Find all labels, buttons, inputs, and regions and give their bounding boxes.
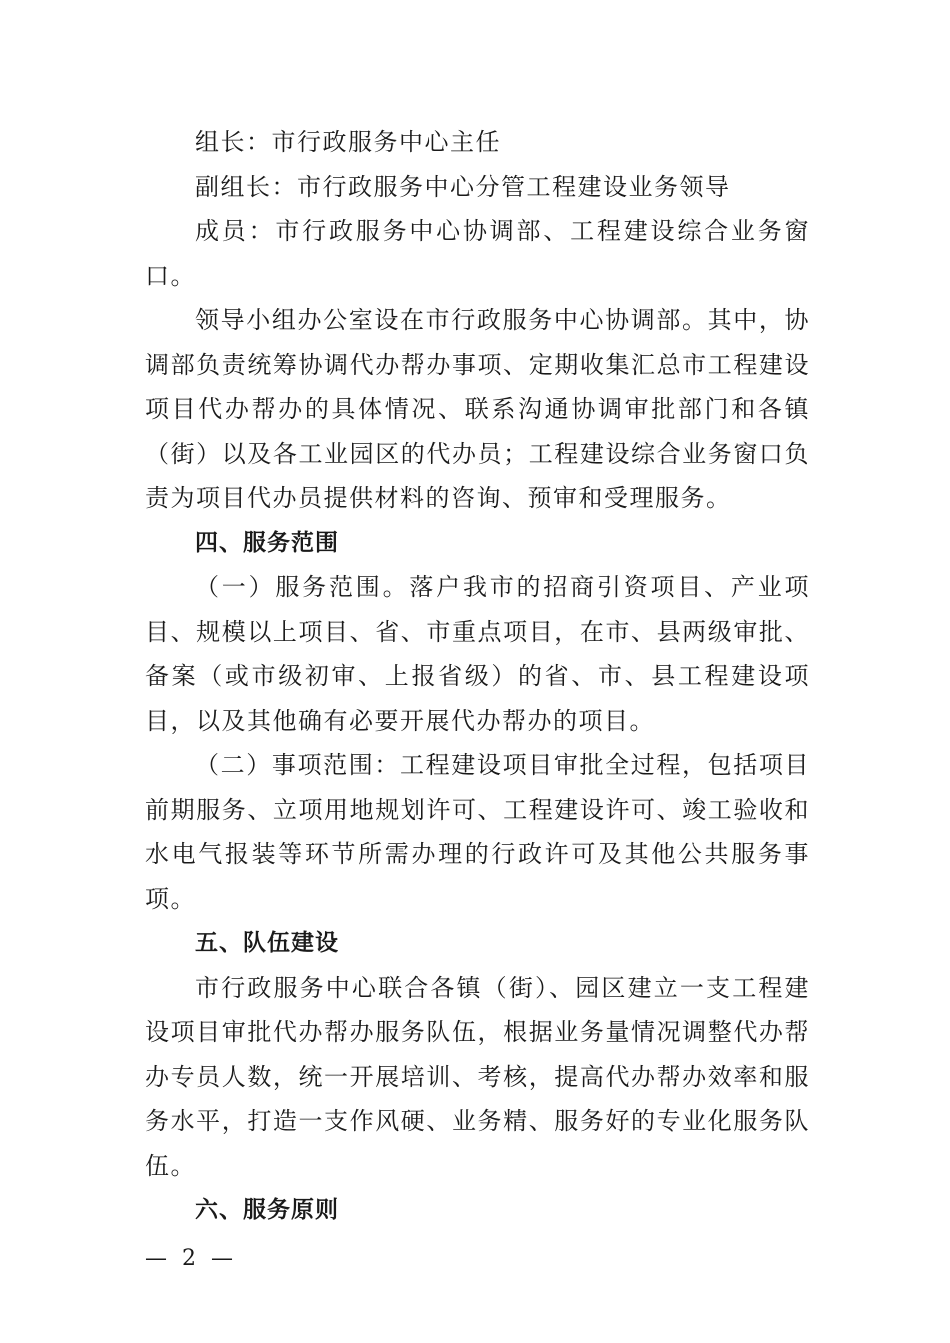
paragraph-leader: 组长：市行政服务中心主任 xyxy=(195,128,501,156)
section-heading-team-building: 五、队伍建设 xyxy=(195,930,339,956)
section-heading-service-scope: 四、服务范围 xyxy=(195,529,339,556)
paragraph-members: 成员：市行政服务中心协调部、工程建设综合业务窗口。 xyxy=(145,217,810,290)
page-number: — 2 — xyxy=(145,1246,237,1271)
paragraph-deputy-leader: 副组长：市行政服务中心分管工程建设业务领导 xyxy=(195,172,731,201)
paragraph-team-building: 市行政服务中心联合各镇（街）、园区建立一支工程建设项目审批代办帮办服务队伍，根据业务量情况调整代办帮办专员人数，统一开展培训、考核，提高代办帮办效率和服务水平，打造一支作风硬、业务精、服务好的专业化服务队伍。 xyxy=(145,973,810,1180)
body-text xyxy=(145,120,810,1233)
paragraph-service-scope: （一）服务范围。落户我市的招商引资项目、产业项目、规模以上项目、省、市重点项目，在市、县两级审批、备案（或市级初审、上报省级）的省、市、县工程建设项目，以及其他确有必要开展代办帮办的项目。 xyxy=(145,573,810,735)
paragraph-office: 领导小组办公室设在市行政服务中心协调部。其中，协调部负责统筹协调代办帮办事项、定期收集汇总市工程建设项目代办帮办的具体情况、联系沟通协调审批部门和各镇（街）以及各工业园区的代办员；工程建设综合业务窗口负责为项目代办员提供材料的咨询、预审和受理服务。 xyxy=(145,306,810,512)
section-heading-service-principles: 六、服务原则 xyxy=(195,1197,339,1223)
paragraph-item-scope: （二）事项范围：工程建设项目审批全过程，包括项目前期服务、立项用地规划许可、工程建设许可、竣工验收和水电气报装等环节所需办理的行政许可及其他公共服务事项。 xyxy=(145,751,810,913)
